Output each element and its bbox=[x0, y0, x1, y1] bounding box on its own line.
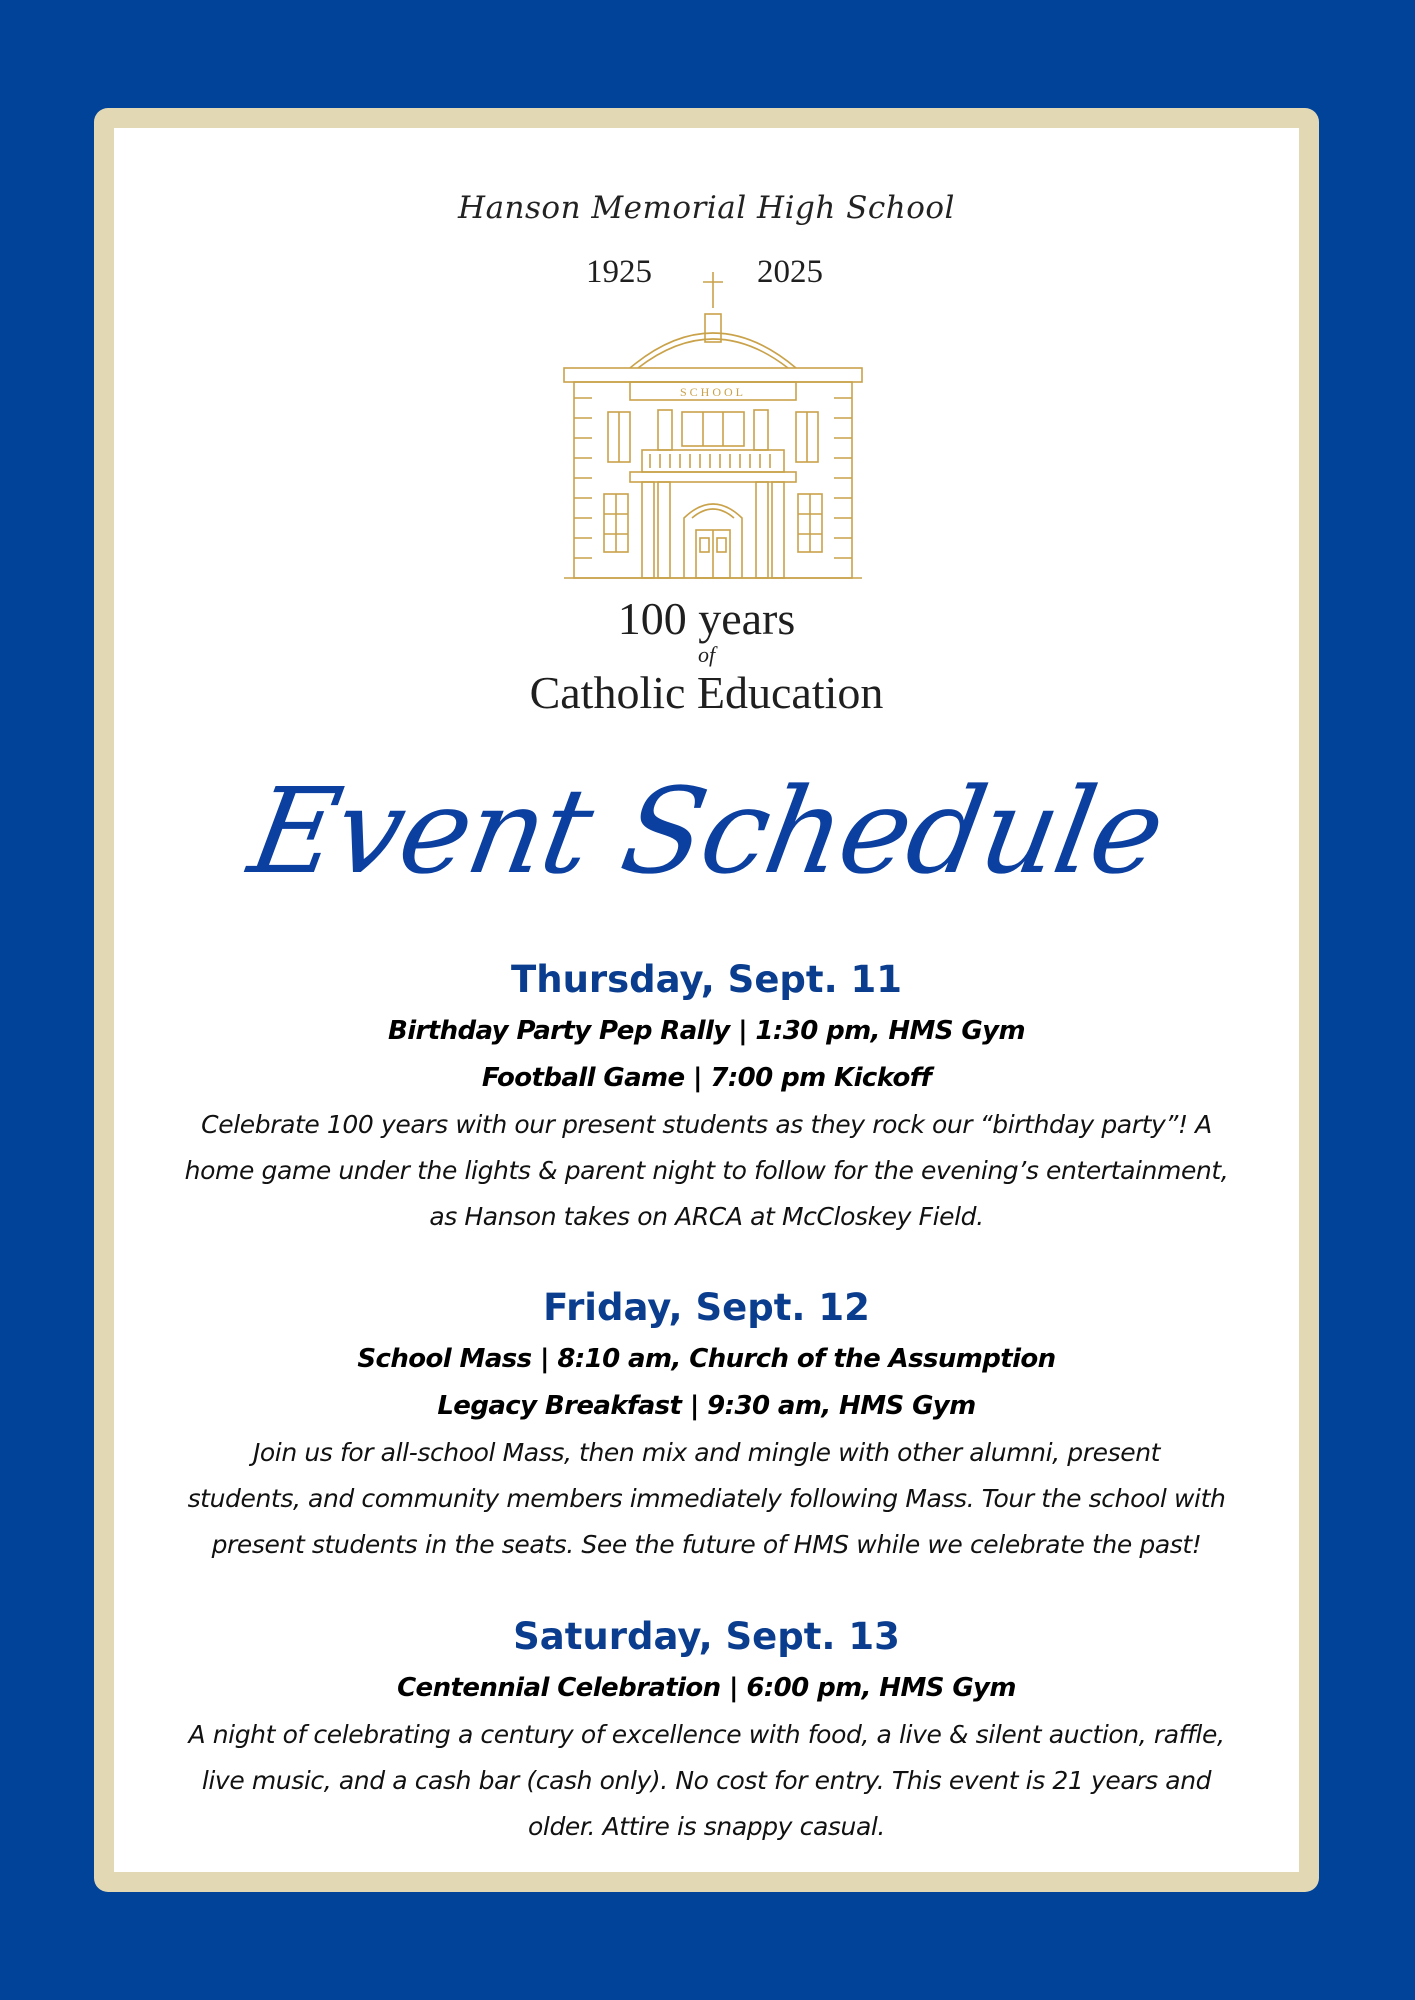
description-line: home game under the lights & parent night to follow for the evening’s entertainment, bbox=[184, 1156, 1229, 1185]
building-sign: SCHOOL bbox=[679, 385, 747, 399]
gold-frame bbox=[94, 108, 1319, 1892]
schedule-day-friday bbox=[114, 1284, 1299, 1568]
event-line: Birthday Party Pep Rally | 1:30 pm, HMS Gym bbox=[388, 1016, 1025, 1046]
centennial-caption bbox=[114, 593, 1299, 718]
description-line: live music, and a cash bar (cash only). No cost for entry. This event is 21 years and bbox=[201, 1766, 1212, 1795]
day-heading: Thursday, Sept. 11 bbox=[510, 958, 903, 1001]
description-line: older. Attire is snappy casual. bbox=[528, 1812, 885, 1841]
school-building-illustration bbox=[560, 268, 866, 582]
description-line: Celebrate 100 years with our present students as they rock our “birthday party”! A bbox=[201, 1110, 1212, 1139]
description-line: present students in the seats. See the future of HMS while we celebrate the past! bbox=[211, 1530, 1202, 1559]
page-title: Event Schedule bbox=[240, 762, 1173, 900]
description-line: as Hanson takes on ARCA at McCloskey Field. bbox=[429, 1202, 984, 1231]
centennial-of: of bbox=[697, 642, 716, 667]
centennial-line-1: 100 years bbox=[617, 593, 796, 644]
event-line: School Mass | 8:10 am, Church of the Assumption bbox=[357, 1344, 1056, 1374]
schedule-day-thursday bbox=[114, 956, 1299, 1240]
description-line: students, and community members immediately following Mass. Tour the school with bbox=[187, 1484, 1226, 1513]
description-line: Join us for all-school Mass, then mix and mingle with other alumni, present bbox=[252, 1438, 1161, 1467]
year-start: 1925 bbox=[586, 254, 652, 290]
day-heading: Saturday, Sept. 13 bbox=[513, 1615, 900, 1658]
event-line: Legacy Breakfast | 9:30 am, HMS Gym bbox=[437, 1391, 976, 1421]
description-line: A night of celebrating a century of excellence with food, a live & silent auction, raffle, bbox=[188, 1720, 1225, 1749]
event-line: Football Game | 7:00 pm Kickoff bbox=[481, 1063, 932, 1093]
school-name: Hanson Memorial High School bbox=[458, 190, 955, 226]
year-end: 2025 bbox=[757, 254, 823, 290]
flyer-card bbox=[114, 128, 1299, 1872]
event-line: Centennial Celebration | 6:00 pm, HMS Gym bbox=[397, 1673, 1016, 1703]
day-heading: Friday, Sept. 12 bbox=[543, 1286, 870, 1329]
centennial-line-2: Catholic Education bbox=[529, 667, 884, 718]
schedule-day-saturday bbox=[114, 1613, 1299, 1850]
